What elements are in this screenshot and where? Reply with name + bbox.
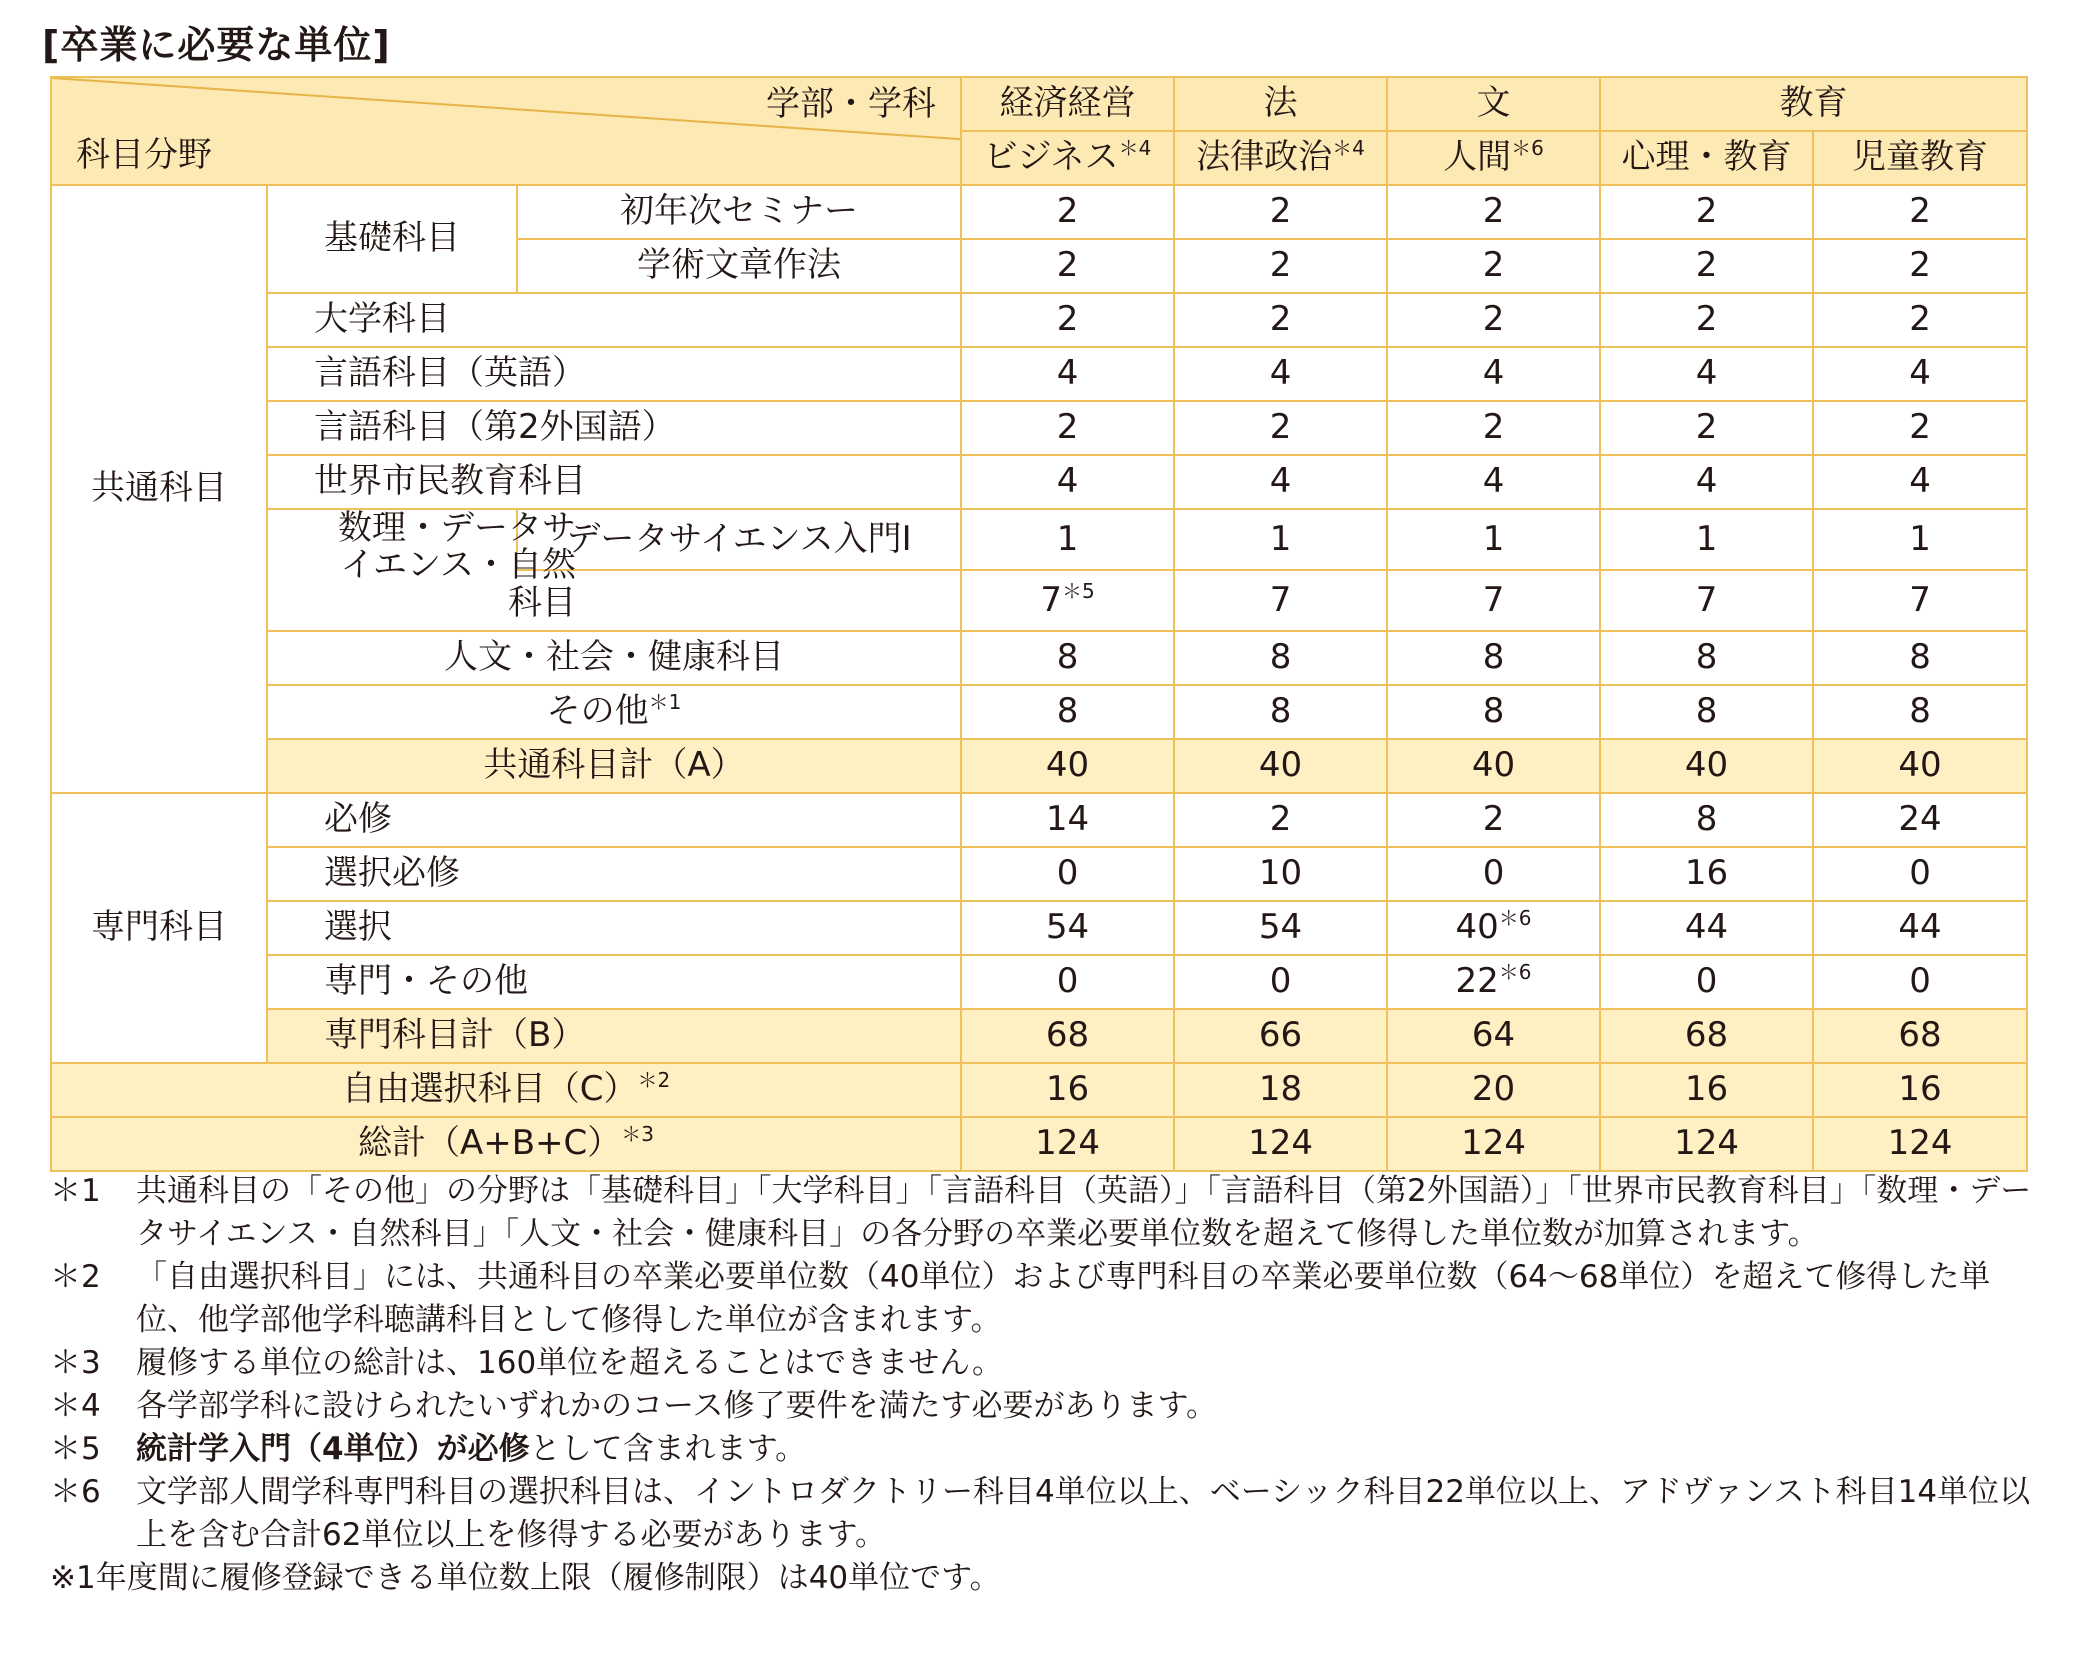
faculty-law: 法 bbox=[1174, 77, 1387, 131]
footnote bbox=[50, 1428, 2040, 1471]
page-title: [卒業に必要な単位] bbox=[42, 23, 391, 67]
cell: 2 bbox=[1813, 293, 2027, 347]
cell: 7 bbox=[1813, 570, 2027, 631]
dept-business: ビジネス$^{*4}$ bbox=[961, 131, 1174, 185]
footnote bbox=[50, 1256, 2040, 1342]
cell: 4 bbox=[1600, 455, 1813, 509]
dept-human: 人間$^{*6}$ bbox=[1387, 131, 1600, 185]
cell: 16 bbox=[1813, 1063, 2027, 1117]
cell: 8 bbox=[961, 685, 1174, 739]
table-row bbox=[51, 455, 2027, 509]
row-label: 世界市民教育科目 bbox=[267, 455, 961, 509]
table-row bbox=[51, 185, 2027, 239]
cell: 40 bbox=[1813, 739, 2027, 793]
cell: 4 bbox=[1813, 455, 2027, 509]
row-label: 総計$(A+B+C)^{*3}$ bbox=[51, 1117, 961, 1171]
cell: 2 bbox=[1174, 793, 1387, 847]
row-label: 学術文章作法 bbox=[517, 239, 961, 293]
cell: 2 bbox=[1813, 401, 2027, 455]
group-common: 共通科目 bbox=[51, 185, 267, 793]
footnote-mark: ＊4 bbox=[50, 1388, 101, 1424]
cell: 40 bbox=[1600, 739, 1813, 793]
cell: 54 bbox=[1174, 901, 1387, 955]
table-row-total bbox=[51, 739, 2027, 793]
cell: 124 bbox=[1174, 1117, 1387, 1171]
row-label: その他$^{*1}$ bbox=[267, 685, 961, 739]
cell: 124 bbox=[1387, 1117, 1600, 1171]
footnote-mark: ＊5 bbox=[50, 1431, 101, 1467]
cell: 8 bbox=[1174, 685, 1387, 739]
row-label: 必修 bbox=[267, 793, 961, 847]
cell: 7 bbox=[1387, 570, 1600, 631]
cell: 68 bbox=[1813, 1009, 2027, 1063]
cell: 54 bbox=[961, 901, 1174, 955]
cell: 2 bbox=[1174, 293, 1387, 347]
cell: 0 bbox=[1813, 847, 2027, 901]
cell: 20 bbox=[1387, 1063, 1600, 1117]
table-row bbox=[51, 955, 2027, 1009]
cell: $40^{*6}$ bbox=[1387, 901, 1600, 955]
final-note: ※1年度間に履修登録できる単位数上限（履修制限）は40単位です。 bbox=[50, 1560, 1001, 1596]
cell: $7^{*5}$ bbox=[961, 570, 1174, 631]
footnotes bbox=[50, 1170, 2040, 1600]
cell: 4 bbox=[961, 455, 1174, 509]
cell: 8 bbox=[1174, 631, 1387, 685]
cell: 8 bbox=[1813, 631, 2027, 685]
row-label: 言語科目（第2外国語） bbox=[267, 401, 961, 455]
table-row bbox=[51, 793, 2027, 847]
table-row-grand-total bbox=[51, 1117, 2027, 1171]
footnote-mark: ＊3 bbox=[50, 1345, 101, 1381]
cell: 0 bbox=[1174, 955, 1387, 1009]
header-corner bbox=[51, 77, 961, 185]
cell: 0 bbox=[1813, 955, 2027, 1009]
cell: 7 bbox=[1174, 570, 1387, 631]
cell: 68 bbox=[1600, 1009, 1813, 1063]
dept-psychology-education: 心理・教育 bbox=[1600, 131, 1813, 185]
cell: 4 bbox=[1174, 347, 1387, 401]
cell: 7 bbox=[1600, 570, 1813, 631]
footnote bbox=[50, 1471, 2040, 1557]
cell: 18 bbox=[1174, 1063, 1387, 1117]
cell: 2 bbox=[1387, 401, 1600, 455]
row-label: 大学科目 bbox=[267, 293, 961, 347]
row-label: 自由選択科目$(C)^{*2}$ bbox=[51, 1063, 961, 1117]
cell: 40 bbox=[961, 739, 1174, 793]
cell: 2 bbox=[1174, 239, 1387, 293]
credits-table bbox=[50, 76, 2028, 1172]
cell: 124 bbox=[1600, 1117, 1813, 1171]
footnote-mark: ＊1 bbox=[50, 1173, 101, 1209]
cell: 8 bbox=[1813, 685, 2027, 739]
table-row bbox=[51, 293, 2027, 347]
cell: 8 bbox=[1387, 685, 1600, 739]
cell: 1 bbox=[1174, 509, 1387, 570]
table-row-free bbox=[51, 1063, 2027, 1117]
row-label: 言語科目（英語） bbox=[267, 347, 961, 401]
cell: 2 bbox=[1174, 185, 1387, 239]
dept-law-politics: 法律政治$^{*4}$ bbox=[1174, 131, 1387, 185]
cell: 68 bbox=[961, 1009, 1174, 1063]
math-data-label bbox=[267, 508, 576, 631]
cell: 16 bbox=[1600, 1063, 1813, 1117]
cell: 16 bbox=[961, 1063, 1174, 1117]
cell: 4 bbox=[1813, 347, 2027, 401]
dept-child-education: 児童教育 bbox=[1813, 131, 2027, 185]
cell: 2 bbox=[961, 293, 1174, 347]
cell: 8 bbox=[961, 631, 1174, 685]
row-label: 人文・社会・健康科目 bbox=[267, 631, 961, 685]
table-row bbox=[51, 685, 2027, 739]
cell: 2 bbox=[1813, 239, 2027, 293]
table-row bbox=[51, 509, 2027, 570]
cell: 2 bbox=[961, 185, 1174, 239]
cell: 2 bbox=[1813, 185, 2027, 239]
cell: 124 bbox=[1813, 1117, 2027, 1171]
cell: 2 bbox=[1387, 293, 1600, 347]
header-faculty-label: 学部・学科 bbox=[766, 84, 937, 124]
faculty-education: 教育 bbox=[1600, 77, 2027, 131]
table-row bbox=[51, 631, 2027, 685]
cell: 8 bbox=[1600, 631, 1813, 685]
footnote-text: 統計学入門（4単位）が必修として含まれます。 bbox=[136, 1431, 807, 1467]
footnote-mark: ＊2 bbox=[50, 1259, 101, 1295]
row-label: 初年次セミナー bbox=[517, 185, 961, 239]
cell: 40 bbox=[1387, 739, 1600, 793]
row-label: 専門・その他 bbox=[267, 955, 961, 1009]
cell: 0 bbox=[1600, 955, 1813, 1009]
faculty-letters: 文 bbox=[1387, 77, 1600, 131]
cell: 16 bbox=[1600, 847, 1813, 901]
cell: 2 bbox=[1600, 239, 1813, 293]
faculty-economics: 経済経営 bbox=[961, 77, 1174, 131]
cell: 0 bbox=[1387, 847, 1600, 901]
cell: 4 bbox=[1387, 347, 1600, 401]
footnote bbox=[50, 1385, 2040, 1428]
cell: 14 bbox=[961, 793, 1174, 847]
kiso-label: 基礎科目 bbox=[267, 185, 517, 293]
footnote-mark: ＊6 bbox=[50, 1474, 101, 1510]
cell: 4 bbox=[1174, 455, 1387, 509]
cell: 4 bbox=[1600, 347, 1813, 401]
cell: 2 bbox=[1600, 401, 1813, 455]
cell: 1 bbox=[1387, 509, 1600, 570]
cell: 24 bbox=[1813, 793, 2027, 847]
cell: 44 bbox=[1813, 901, 2027, 955]
footnote bbox=[50, 1342, 2040, 1385]
row-label: 選択 bbox=[267, 901, 961, 955]
table-row bbox=[51, 401, 2027, 455]
cell: 2 bbox=[1387, 793, 1600, 847]
cell: 4 bbox=[1387, 455, 1600, 509]
cell: 0 bbox=[961, 847, 1174, 901]
row-label: 選択必修 bbox=[267, 847, 961, 901]
cell: 44 bbox=[1600, 901, 1813, 955]
table-row bbox=[51, 847, 2027, 901]
cell: 2 bbox=[961, 401, 1174, 455]
cell: 64 bbox=[1387, 1009, 1600, 1063]
cell: 4 bbox=[961, 347, 1174, 401]
row-label: 専門科目計（B） bbox=[267, 1009, 961, 1063]
cell: 2 bbox=[1600, 293, 1813, 347]
cell: 1 bbox=[1813, 509, 2027, 570]
cell: 2 bbox=[1174, 401, 1387, 455]
cell: 1 bbox=[1600, 509, 1813, 570]
footnote bbox=[50, 1170, 2040, 1256]
cell: 0 bbox=[961, 955, 1174, 1009]
table-row bbox=[51, 347, 2027, 401]
cell: 8 bbox=[1600, 793, 1813, 847]
footnote-text: 共通科目の「その他」の分野は「基礎科目」「大学科目」「言語科目（英語）」「言語科目（第2外国語）」「世界市民教育科目」「数理・データサイエンス・自然科目」「人文・社会・健康科目」の各分野の卒業必要単位数を超えて修得した単位数が加算されます。 bbox=[136, 1173, 2032, 1252]
cell: 8 bbox=[1387, 631, 1600, 685]
header-field-label: 科目分野 bbox=[76, 134, 212, 175]
cell: 10 bbox=[1174, 847, 1387, 901]
cell: 2 bbox=[961, 239, 1174, 293]
row-label: 共通科目計（A） bbox=[267, 739, 961, 793]
footnote-text: 各学部学科に設けられたいずれかのコース修了要件を満たす必要があります。 bbox=[136, 1388, 1217, 1424]
footnote-text: 履修する単位の総計は、160単位を超えることはできません。 bbox=[136, 1345, 1004, 1381]
table-row-total bbox=[51, 1009, 2027, 1063]
footnote-text: 文学部人間学科専門科目の選択科目は、イントロダクトリー科目4単位以上、ベーシック科目22単位以上、アドヴァンスト科目14単位以上を含む合計62単位以上を修得する必要があります。 bbox=[136, 1474, 2031, 1553]
cell: 2 bbox=[1387, 185, 1600, 239]
math-data-label-text: 数理・データサイエンス・自然科目 bbox=[338, 508, 576, 623]
cell: 1 bbox=[961, 509, 1174, 570]
cell: $22^{*6}$ bbox=[1387, 955, 1600, 1009]
cell: 2 bbox=[1387, 239, 1600, 293]
cell: 8 bbox=[1600, 685, 1813, 739]
cell: 2 bbox=[1600, 185, 1813, 239]
cell: 40 bbox=[1174, 739, 1387, 793]
row-label: データサイエンス入門Ⅰ bbox=[517, 509, 961, 570]
group-major: 専門科目 bbox=[51, 793, 267, 1063]
cell: 66 bbox=[1174, 1009, 1387, 1063]
table-row bbox=[51, 901, 2027, 955]
cell: 124 bbox=[961, 1117, 1174, 1171]
math-data-spacer bbox=[517, 570, 961, 631]
footnote-text: 「自由選択科目」には、共通科目の卒業必要単位数（40単位）および専門科目の卒業必要単位数（64～68単位）を超えて修得した単位、他学部他学科聴講科目として修得した単位が含まれます。 bbox=[136, 1259, 1991, 1338]
